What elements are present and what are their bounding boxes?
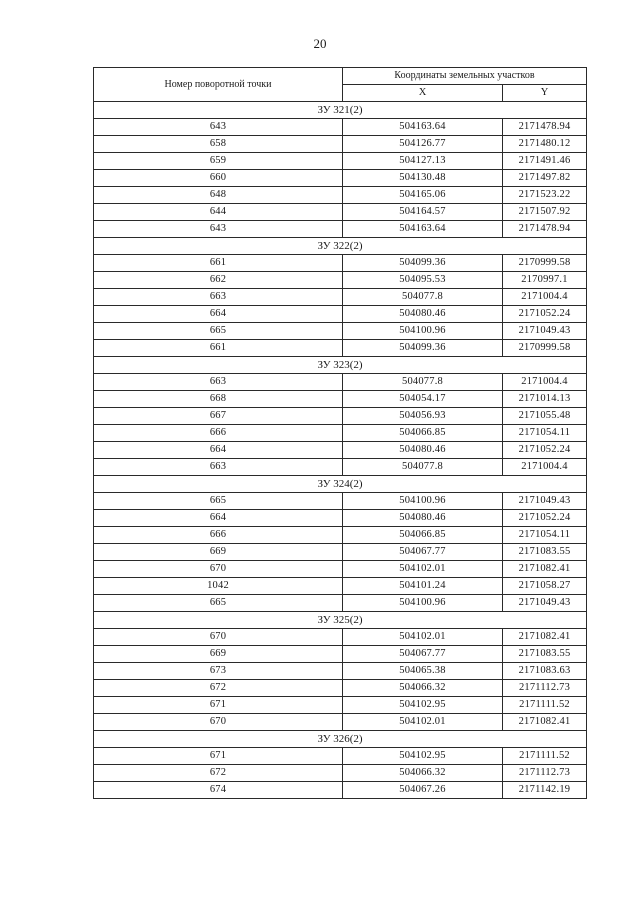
y-coordinate-cell: 2171082.41 [503, 629, 587, 646]
y-coordinate-cell: 2171049.43 [503, 493, 587, 510]
table-row [94, 289, 587, 306]
table-row [94, 782, 587, 799]
x-coordinate-cell: 504102.01 [343, 561, 503, 578]
point-number-cell: 644 [94, 204, 343, 221]
point-number-cell: 665 [94, 595, 343, 612]
point-number-cell: 671 [94, 697, 343, 714]
table-row [94, 663, 587, 680]
y-coordinate-cell: 2171523.22 [503, 187, 587, 204]
table-body [94, 102, 587, 799]
y-coordinate-cell: 2171478.94 [503, 119, 587, 136]
point-number-cell: 664 [94, 510, 343, 527]
x-coordinate-cell: 504095.53 [343, 272, 503, 289]
y-coordinate-cell: 2171507.92 [503, 204, 587, 221]
point-number-cell: 672 [94, 765, 343, 782]
x-coordinate-cell: 504126.77 [343, 136, 503, 153]
y-coordinate-cell: 2171082.41 [503, 714, 587, 731]
x-coordinate-cell: 504066.85 [343, 425, 503, 442]
x-coordinate-cell: 504100.96 [343, 323, 503, 340]
x-coordinate-cell: 504080.46 [343, 442, 503, 459]
point-number-cell: 668 [94, 391, 343, 408]
x-coordinate-cell: 504080.46 [343, 306, 503, 323]
table-row [94, 204, 587, 221]
y-coordinate-cell: 2171058.27 [503, 578, 587, 595]
table-row [94, 425, 587, 442]
section-title: ЗУ 323(2) [94, 357, 587, 374]
point-number-cell: 661 [94, 340, 343, 357]
point-number-cell: 671 [94, 748, 343, 765]
table-row [94, 697, 587, 714]
y-coordinate-cell: 2171014.13 [503, 391, 587, 408]
x-coordinate-cell: 504077.8 [343, 374, 503, 391]
section-row [94, 238, 587, 255]
section-title: ЗУ 326(2) [94, 731, 587, 748]
y-coordinate-cell: 2171142.19 [503, 782, 587, 799]
table-row [94, 391, 587, 408]
table-row [94, 510, 587, 527]
x-coordinate-cell: 504163.64 [343, 221, 503, 238]
y-coordinate-cell: 2171052.24 [503, 306, 587, 323]
y-coordinate-cell: 2171052.24 [503, 442, 587, 459]
x-coordinate-cell: 504127.13 [343, 153, 503, 170]
y-coordinate-cell: 2171082.41 [503, 561, 587, 578]
y-coordinate-cell: 2171480.12 [503, 136, 587, 153]
section-row [94, 102, 587, 119]
section-row [94, 476, 587, 493]
table-row [94, 306, 587, 323]
x-coordinate-cell: 504066.85 [343, 527, 503, 544]
table-row [94, 323, 587, 340]
y-coordinate-cell: 2170999.58 [503, 340, 587, 357]
point-number-cell: 648 [94, 187, 343, 204]
section-title: ЗУ 325(2) [94, 612, 587, 629]
header-point-number: Номер поворотной точки [94, 68, 343, 102]
x-coordinate-cell: 504080.46 [343, 510, 503, 527]
section-row [94, 612, 587, 629]
table-row [94, 493, 587, 510]
y-coordinate-cell: 2171491.46 [503, 153, 587, 170]
table-header [94, 68, 587, 102]
table-row [94, 714, 587, 731]
section-title: ЗУ 322(2) [94, 238, 587, 255]
section-row [94, 357, 587, 374]
x-coordinate-cell: 504165.06 [343, 187, 503, 204]
x-coordinate-cell: 504065.38 [343, 663, 503, 680]
table-row [94, 629, 587, 646]
y-coordinate-cell: 2171004.4 [503, 289, 587, 306]
y-coordinate-cell: 2171083.55 [503, 544, 587, 561]
x-coordinate-cell: 504077.8 [343, 459, 503, 476]
y-coordinate-cell: 2171111.52 [503, 697, 587, 714]
y-coordinate-cell: 2171049.43 [503, 595, 587, 612]
table-row [94, 646, 587, 663]
x-coordinate-cell: 504102.01 [343, 714, 503, 731]
x-coordinate-cell: 504056.93 [343, 408, 503, 425]
table-row [94, 221, 587, 238]
table-row [94, 527, 587, 544]
point-number-cell: 643 [94, 119, 343, 136]
x-coordinate-cell: 504100.96 [343, 595, 503, 612]
point-number-cell: 663 [94, 374, 343, 391]
section-title: ЗУ 324(2) [94, 476, 587, 493]
table-row [94, 544, 587, 561]
x-coordinate-cell: 504099.36 [343, 255, 503, 272]
header-x: X [343, 85, 503, 102]
table-row [94, 765, 587, 782]
y-coordinate-cell: 2171052.24 [503, 510, 587, 527]
y-coordinate-cell: 2171083.63 [503, 663, 587, 680]
table-row [94, 459, 587, 476]
y-coordinate-cell: 2171497.82 [503, 170, 587, 187]
table-row [94, 153, 587, 170]
y-coordinate-cell: 2171054.11 [503, 527, 587, 544]
table-row [94, 136, 587, 153]
x-coordinate-cell: 504102.95 [343, 697, 503, 714]
x-coordinate-cell: 504067.77 [343, 646, 503, 663]
x-coordinate-cell: 504102.95 [343, 748, 503, 765]
point-number-cell: 659 [94, 153, 343, 170]
x-coordinate-cell: 504066.32 [343, 680, 503, 697]
coordinates-table [93, 67, 587, 799]
point-number-cell: 670 [94, 561, 343, 578]
point-number-cell: 661 [94, 255, 343, 272]
point-number-cell: 665 [94, 493, 343, 510]
table-row [94, 680, 587, 697]
point-number-cell: 643 [94, 221, 343, 238]
x-coordinate-cell: 504164.57 [343, 204, 503, 221]
point-number-cell: 669 [94, 646, 343, 663]
point-number-cell: 670 [94, 714, 343, 731]
y-coordinate-cell: 2171054.11 [503, 425, 587, 442]
point-number-cell: 663 [94, 289, 343, 306]
y-coordinate-cell: 2171478.94 [503, 221, 587, 238]
table-row [94, 374, 587, 391]
x-coordinate-cell: 504054.17 [343, 391, 503, 408]
y-coordinate-cell: 2171111.52 [503, 748, 587, 765]
y-coordinate-cell: 2171083.55 [503, 646, 587, 663]
point-number-cell: 666 [94, 425, 343, 442]
x-coordinate-cell: 504077.8 [343, 289, 503, 306]
x-coordinate-cell: 504100.96 [343, 493, 503, 510]
x-coordinate-cell: 504099.36 [343, 340, 503, 357]
table-row [94, 595, 587, 612]
point-number-cell: 666 [94, 527, 343, 544]
table-row [94, 272, 587, 289]
y-coordinate-cell: 2171055.48 [503, 408, 587, 425]
x-coordinate-cell: 504067.77 [343, 544, 503, 561]
table-row [94, 119, 587, 136]
point-number-cell: 664 [94, 306, 343, 323]
point-number-cell: 662 [94, 272, 343, 289]
y-coordinate-cell: 2171049.43 [503, 323, 587, 340]
x-coordinate-cell: 504102.01 [343, 629, 503, 646]
page-number: 20 [313, 36, 327, 51]
point-number-cell: 674 [94, 782, 343, 799]
y-coordinate-cell: 2171004.4 [503, 459, 587, 476]
point-number-cell: 673 [94, 663, 343, 680]
y-coordinate-cell: 2170997.1 [503, 272, 587, 289]
table-row [94, 255, 587, 272]
table-row [94, 340, 587, 357]
point-number-cell: 670 [94, 629, 343, 646]
point-number-cell: 665 [94, 323, 343, 340]
point-number-cell: 663 [94, 459, 343, 476]
point-number-cell: 672 [94, 680, 343, 697]
header-y: Y [503, 85, 587, 102]
point-number-cell: 660 [94, 170, 343, 187]
table-row [94, 561, 587, 578]
x-coordinate-cell: 504130.48 [343, 170, 503, 187]
y-coordinate-cell: 2171004.4 [503, 374, 587, 391]
section-title: ЗУ 321(2) [94, 102, 587, 119]
table-row [94, 187, 587, 204]
x-coordinate-cell: 504067.26 [343, 782, 503, 799]
header-coordinates: Координаты земельных участков [343, 68, 587, 85]
table-row [94, 748, 587, 765]
table-row [94, 408, 587, 425]
x-coordinate-cell: 504163.64 [343, 119, 503, 136]
y-coordinate-cell: 2171112.73 [503, 680, 587, 697]
point-number-cell: 664 [94, 442, 343, 459]
point-number-cell: 1042 [94, 578, 343, 595]
table-row [94, 442, 587, 459]
x-coordinate-cell: 504066.32 [343, 765, 503, 782]
point-number-cell: 667 [94, 408, 343, 425]
table-row [94, 170, 587, 187]
table-row [94, 578, 587, 595]
y-coordinate-cell: 2171112.73 [503, 765, 587, 782]
point-number-cell: 658 [94, 136, 343, 153]
y-coordinate-cell: 2170999.58 [503, 255, 587, 272]
section-row [94, 731, 587, 748]
point-number-cell: 669 [94, 544, 343, 561]
x-coordinate-cell: 504101.24 [343, 578, 503, 595]
